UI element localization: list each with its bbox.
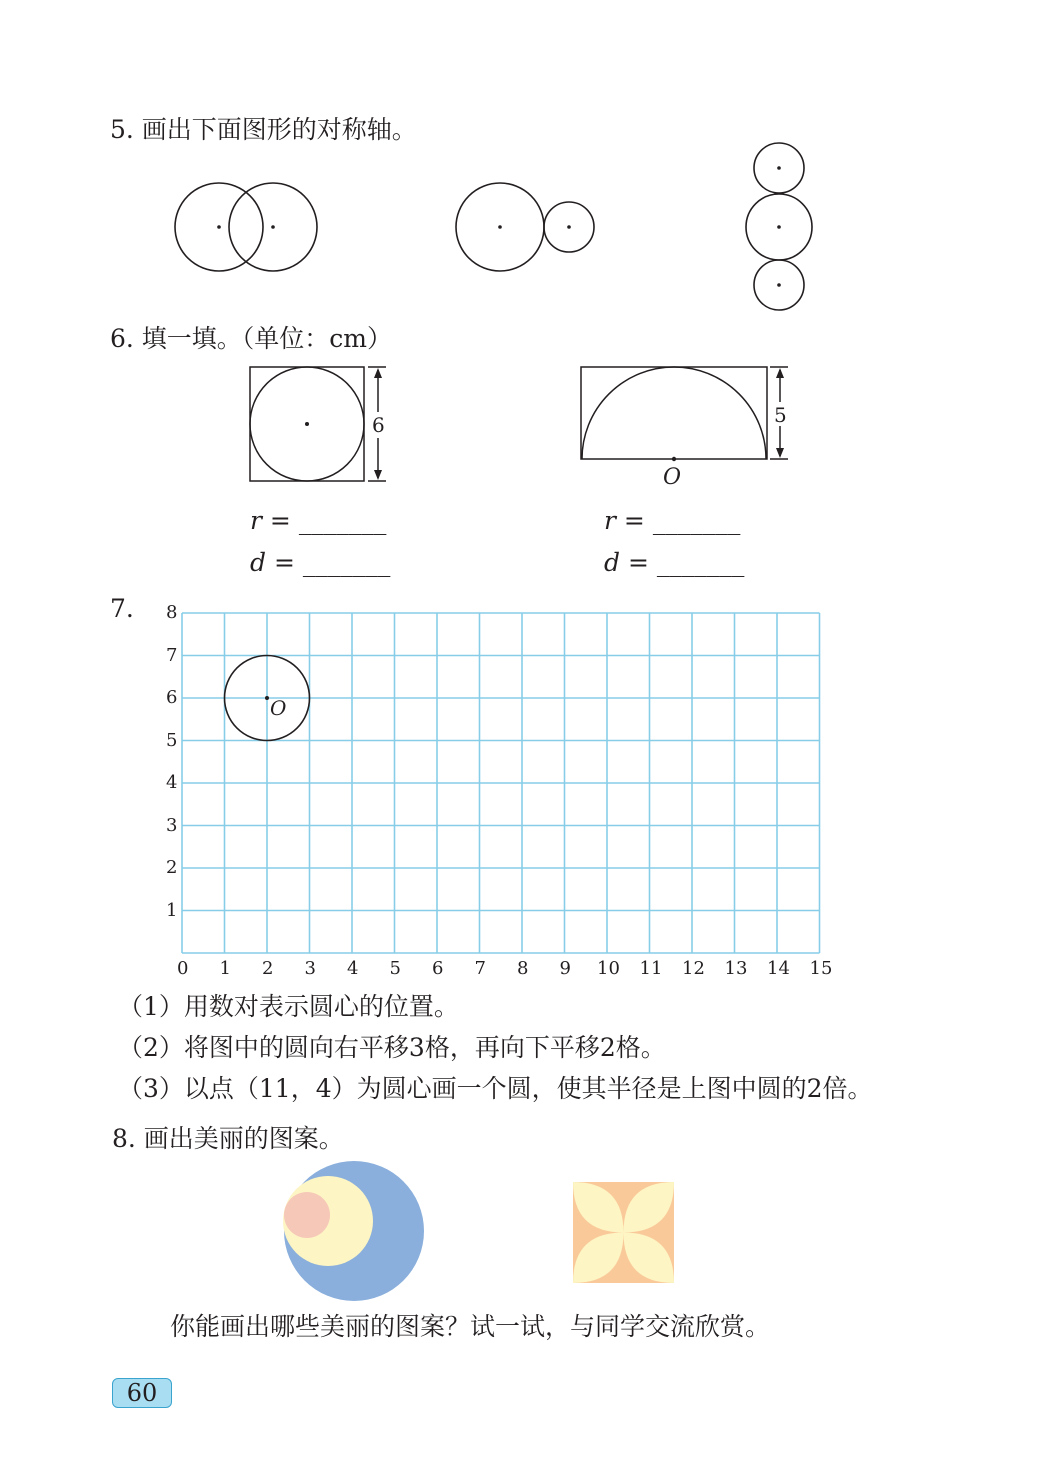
y-tick-label: 3 [166,814,178,836]
x-tick-label: 6 [432,958,444,979]
q8-pattern-circles [283,1161,424,1301]
x-tick-label: 11 [639,958,663,979]
y-tick-label: 5 [166,729,178,751]
q6-fig1-dimension-label: 6 [372,413,385,437]
q7-circle-center-label: O [270,696,287,720]
q6-fig2-center-label: O [663,465,682,490]
y-tick-label: 4 [166,772,178,793]
q5-title: 5. 画出下面图形的对称轴。 [110,115,417,144]
y-tick-label: 1 [166,899,178,921]
q6-fig1-r-answer: r = _______ [250,506,387,535]
q8-pattern-flower [573,1182,674,1283]
x-tick-label: 14 [767,958,790,979]
y-tick-label: 2 [166,857,178,878]
x-tick-label: 3 [304,958,316,979]
x-tick-label: 4 [347,958,359,979]
q6-fig2-r-answer: r = _______ [604,506,741,535]
x-tick-label: 9 [559,958,571,979]
q7-number: 7. [110,594,134,623]
q8-prompt: 你能画出哪些美丽的图案？试一试，与同学交流欣赏。 [170,1312,771,1341]
x-tick-label: 5 [389,958,401,979]
x-tick-label: 15 [809,958,833,979]
x-tick-label: 12 [682,958,705,979]
x-tick-label: 8 [517,958,529,979]
y-tick-label: 6 [166,687,178,708]
q8-title: 8. 画出美丽的图案。 [112,1124,344,1153]
x-tick-label: 13 [724,958,748,979]
x-tick-label: 7 [474,958,486,979]
q6-fig2-d-answer: d = _______ [604,548,745,577]
page-number: 60 [112,1378,172,1408]
x-tick-label: 0 [177,958,189,979]
y-tick-label: 8 [166,602,178,623]
q6-title: 6. 填一填。（单位：cm） [110,324,393,353]
x-tick-label: 2 [262,958,274,979]
q7-item-1: （1）用数对表示圆心的位置。 [118,992,459,1021]
q7-item-2: （2）将图中的圆向右平移3格，再向下平移2格。 [118,1033,666,1062]
q6-fig1-d-answer: d = _______ [250,548,391,577]
y-tick-label: 7 [166,644,178,666]
q7-item-3: （3）以点（11，4）为圆心画一个圆，使其半径是上图中圆的2倍。 [118,1074,873,1103]
q6-fig2-dimension-label: 5 [774,403,787,427]
x-tick-label: 10 [597,958,620,979]
x-tick-label: 1 [219,958,231,979]
